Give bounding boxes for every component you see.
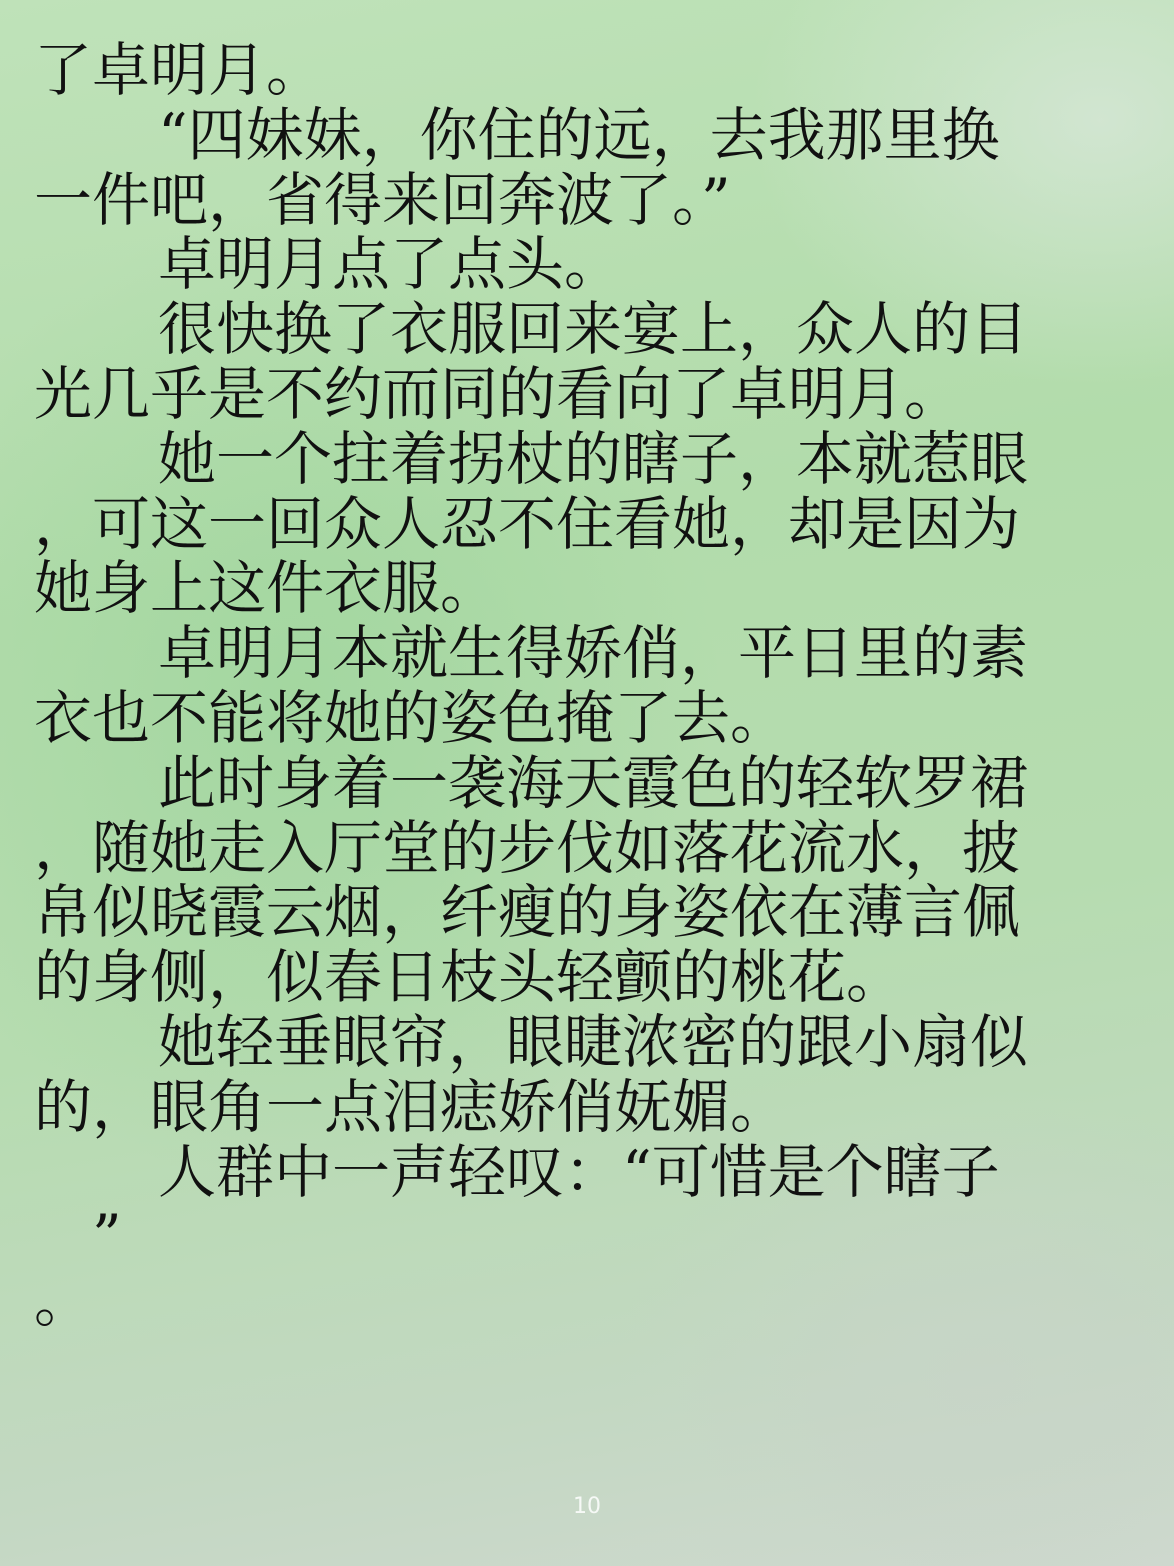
text-line: 她一个拄着拐杖的瞎子，本就惹眼 [158, 426, 1029, 492]
text-line: ，可这一回众人忍不住看她，却是因为 [34, 491, 1021, 557]
text-line: 的身侧，似春日枝头轻颤的桃花。 [34, 945, 905, 1010]
text-line: 人群中一声轻叹：“可惜是个瞎子 [158, 1139, 1000, 1205]
text-line: 。 [34, 1269, 93, 1334]
text-line: 了卓明月。 [34, 38, 325, 103]
text-line: ，随她走入厅堂的步伐如落花流水，披 [34, 815, 1021, 881]
text-line: ” [92, 1204, 122, 1270]
text-line: 此时身着一袭海天霞色的轻软罗裙 [158, 750, 1029, 816]
text-line: 很快换了衣服回来宴上，众人的目 [158, 297, 1029, 362]
page-number: 10 [573, 1494, 601, 1519]
text-line: 帛似晓霞云烟，纤瘦的身姿依在薄言佩 [34, 880, 1021, 946]
text-line: “四妹妹，你住的远，去我那里换 [158, 102, 1000, 168]
text-line: 她轻垂眼帘，眼睫浓密的跟小扇似 [158, 1009, 1029, 1075]
text-line: 光几乎是不约而同的看向了卓明月。 [34, 361, 963, 427]
text-line: 卓明月本就生得娇俏，平日里的素 [158, 621, 1029, 686]
text-line: 卓明月点了点头。 [158, 232, 623, 298]
text-line: 她身上这件衣服。 [34, 556, 499, 622]
text-line: 衣也不能将她的姿色掩了去。 [34, 685, 789, 751]
text-line: 的，眼角一点泪痣娇俏妩媚。 [34, 1074, 789, 1140]
text-line: 一件吧，省得来回奔波了。” [34, 167, 731, 233]
story-text [34, 38, 1114, 1334]
